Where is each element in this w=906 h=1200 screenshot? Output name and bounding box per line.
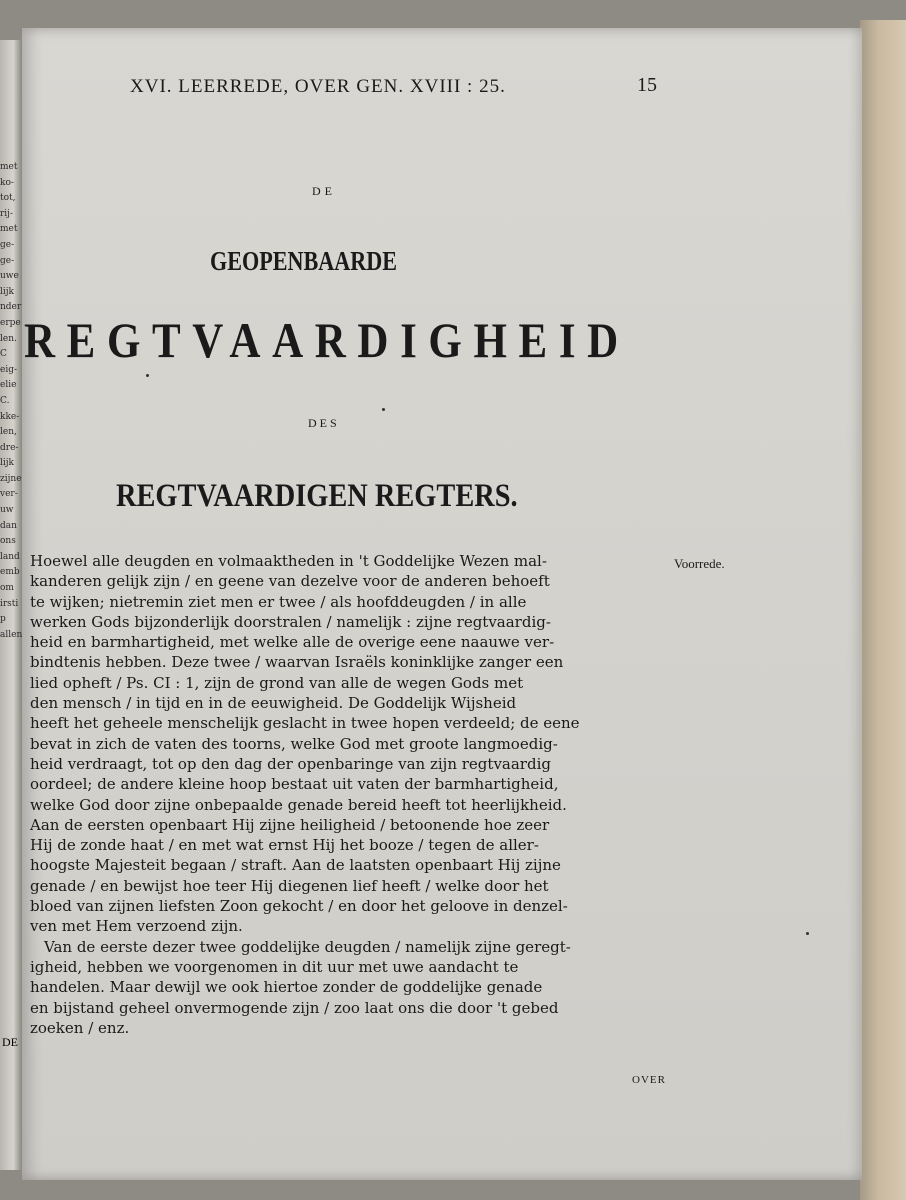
title-des: DES	[308, 416, 340, 430]
left-page-fragment: lijk	[0, 458, 15, 469]
body-line: welke God door zijne onbepaalde genade bereid heeft tot heerlijkheid.	[30, 795, 567, 814]
title-de: DE	[312, 184, 336, 198]
margin-note: Voorrede.	[674, 556, 725, 571]
body-line: bevat in zich de vaten des toorns, welke God met groote langmoedig-	[30, 734, 558, 753]
left-page-fragment: nder	[0, 302, 22, 313]
ink-speck	[806, 932, 809, 935]
body-line: Hoewel alle deugden en volmaaktheden in 't Goddelijke Wezen mal-	[30, 552, 547, 570]
ink-speck	[382, 408, 385, 411]
body-line: heid verdraagt, tot op den dag der openbaringe van zijn regtvaardig	[30, 754, 551, 773]
body-line: oordeel; de andere kleine hoop bestaat uit vaten der barmhartigheid,	[30, 775, 559, 794]
body-line: igheid, hebben we voorgenomen in dit uur met uwe aandacht te	[30, 957, 519, 976]
left-page-fragment: lijk	[0, 286, 15, 297]
body-line: zoeken / enz.	[30, 1018, 130, 1037]
body-line: heid en barmhartigheid, met welke alle de overige eene naauwe ver-	[30, 633, 555, 652]
body-line: Van de eerste dezer twee goddelijke deugden / namelijk zijne geregt-	[44, 937, 571, 956]
book-edge	[860, 20, 906, 1200]
body-line: Aan de eersten openbaart Hij zijne heiligheid / betoonende hoe zeer	[30, 815, 550, 834]
body-text	[30, 551, 670, 1038]
left-page-fragment: dan	[0, 520, 17, 531]
left-page-fragment: met	[0, 162, 18, 172]
body-line: lied opheft / Ps. CI : 1, zijn de grond van alle de wegen Gods met	[30, 673, 524, 692]
title-line-1: GEOPENBAARDE	[210, 246, 397, 276]
left-page-fragment: uwe	[0, 271, 19, 282]
left-page-bottom-text: DE	[2, 1035, 18, 1049]
left-page-fragment: len.	[0, 333, 17, 344]
body-line: te wijken; nietremin ziet men er twee / als hoofddeugden / in alle	[30, 592, 527, 611]
body-line: kanderen gelijk zijn / en geene van dezelve voor de anderen behoeft	[30, 572, 550, 591]
left-page-fragments	[0, 160, 23, 643]
book-page	[22, 28, 862, 1180]
left-page-fragment: kke-	[0, 411, 20, 422]
left-page-fragment: allen	[0, 629, 23, 640]
left-page-edge	[0, 40, 23, 1170]
left-page-fragment: irsti	[0, 598, 19, 609]
left-page-fragment: emb	[0, 567, 20, 578]
body-line: heeft het geheele menschelijk geslacht in twee hopen verdeeld; de eene	[30, 714, 580, 733]
left-page-fragment: ge-	[0, 239, 15, 250]
left-page-fragment: ge-	[0, 255, 15, 266]
body-line: genade / en bewijst hoe teer Hij diegenen lief heeft / welke door het	[30, 876, 549, 895]
title-line-3: REGTVAARDIGEN REGTERS.	[116, 478, 518, 514]
body-line: den mensch / in tijd en in de eeuwigheid. De Goddelijk Wijsheid	[30, 694, 517, 713]
left-page-fragment: len,	[0, 427, 17, 438]
left-page-fragment: uw	[0, 505, 14, 516]
left-page-fragment: zijne	[0, 473, 22, 484]
left-page-fragment: elie	[0, 380, 17, 391]
ink-speck	[146, 374, 149, 377]
left-page-fragment: rij-	[0, 208, 14, 219]
page-number: 15	[637, 74, 657, 96]
body-line: werken Gods bijzonderlijk doorstralen / namelijk : zijne regtvaardig-	[30, 612, 551, 631]
body-line: bindtenis hebben. Deze twee / waarvan Israëls koninklijke zanger een	[30, 653, 564, 672]
body-line: handelen. Maar dewijl we ook hiertoe zonder de goddelijke genade	[30, 978, 543, 997]
left-page-fragment: tot,	[0, 193, 16, 204]
left-page-fragment: ver-	[0, 489, 18, 500]
catchword: OVER	[632, 1074, 666, 1086]
left-page-fragment: erpe	[0, 317, 21, 328]
left-page-fragment: land	[0, 551, 20, 562]
body-line: Hij de zonde haat / en met wat ernst Hij het booze / tegen de aller-	[30, 836, 539, 855]
left-page-fragment: C.	[0, 395, 10, 406]
body-line: bloed van zijnen liefsten Zoon gekocht / en door het geloove in denzel-	[30, 897, 568, 916]
title-line-2: REGTVAARDIGHEID	[24, 312, 630, 368]
left-page-fragment: p	[0, 614, 6, 625]
body-line: hoogste Majesteit begaan / straft. Aan de laatsten openbaart Hij zijne	[30, 856, 561, 875]
left-page-fragment: ko-	[0, 177, 14, 188]
left-page-fragment: ons	[0, 536, 16, 547]
left-page-fragment: met	[0, 224, 18, 235]
running-title: XVI. LEERREDE, OVER GEN. XVIII : 25.	[130, 76, 506, 97]
body-line: en bijstand geheel onvermogende zijn / zoo laat ons die door 't gebed	[30, 998, 559, 1017]
left-page-fragment: C	[0, 349, 7, 360]
body-line: ven met Hem verzoend zijn.	[30, 917, 243, 936]
left-page-fragment: eig-	[0, 364, 18, 375]
left-page-fragment: dre-	[0, 442, 19, 453]
left-page-fragment: om	[0, 583, 14, 594]
